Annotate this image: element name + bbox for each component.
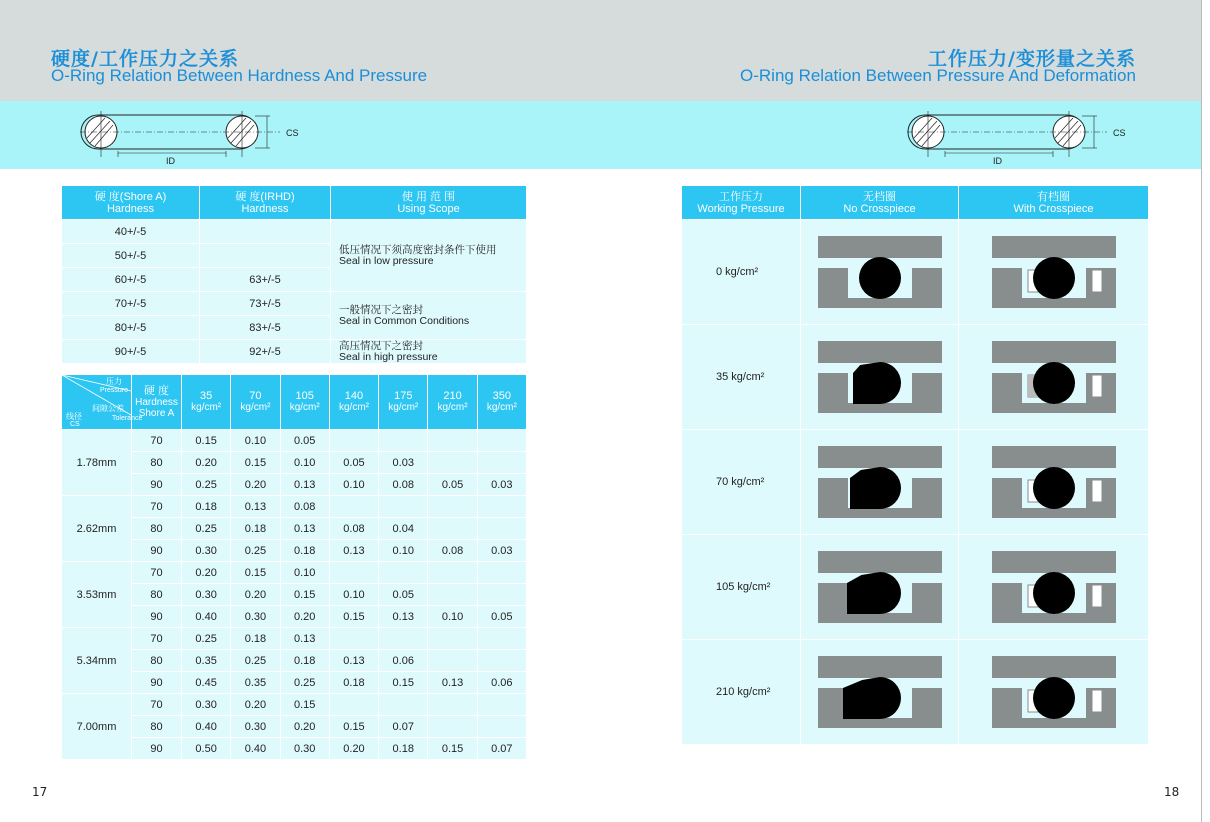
tolerance-cell: 0.05: [329, 452, 378, 474]
tolerance-cell: 0.30: [182, 694, 231, 716]
pressure-label: 210 kg/cm²: [682, 640, 801, 745]
groove-no-backup-ring-icon: [818, 236, 942, 308]
tolerance-cell: 0.13: [329, 540, 378, 562]
shore-value: 60+/-5: [62, 268, 200, 292]
tolerance-cell: [379, 430, 428, 452]
tolerance-cell: 0.20: [280, 606, 329, 628]
tolerance-cell: 0.20: [231, 584, 280, 606]
tolerance-cell: 0.05: [280, 430, 329, 452]
tolerance-cell: 0.18: [280, 540, 329, 562]
page-number-right: 18: [1164, 785, 1180, 799]
tolerance-cell: 0.06: [477, 672, 526, 694]
hardness-cell: 80: [132, 716, 182, 738]
tolerance-cell: [379, 694, 428, 716]
tolerance-cell: 0.13: [379, 606, 428, 628]
cs-cell: 7.00mm: [62, 694, 132, 760]
left-title-cn: 硬度/工作压力之关系: [51, 48, 239, 70]
scope-high: 高压情况下之密封 Seal in high pressure: [331, 340, 527, 364]
tolerance-cell: 0.35: [231, 672, 280, 694]
tolerance-cell: 0.20: [280, 716, 329, 738]
tolerance-cell: 0.15: [280, 584, 329, 606]
hardness-cell: 80: [132, 518, 182, 540]
no-crosspiece-cell: [801, 220, 959, 325]
tolerance-cell: 0.03: [477, 540, 526, 562]
page-edge: [1201, 0, 1210, 822]
tolerance-cell: 0.08: [379, 474, 428, 496]
tolerance-cell: [329, 694, 378, 716]
tolerance-cell: [428, 518, 477, 540]
cs-cell: 5.34mm: [62, 628, 132, 694]
table-row: [62, 628, 527, 650]
tolerance-cell: [428, 452, 477, 474]
tolerance-cell: 0.08: [329, 518, 378, 540]
tolerance-cell: [477, 430, 526, 452]
hardness-cell: 90: [132, 672, 182, 694]
tolerance-cell: 0.45: [182, 672, 231, 694]
table-row: [682, 220, 1149, 325]
irhd-value: [200, 244, 331, 268]
deformation-table: [681, 185, 1149, 745]
table-row: [62, 694, 527, 716]
tolerance-cell: 0.03: [379, 452, 428, 474]
hardness-cell: 70: [132, 496, 182, 518]
groove-no-backup-ring-icon: [818, 341, 942, 413]
cs-cell: 1.78mm: [62, 430, 132, 496]
tolerance-cell: 0.06: [379, 650, 428, 672]
hardness-cell: 80: [132, 650, 182, 672]
tolerance-cell: 0.15: [329, 716, 378, 738]
header-scope: 使 用 范 围 Using Scope: [331, 186, 527, 220]
tolerance-cell: 0.13: [280, 474, 329, 496]
tolerance-cell: 0.07: [477, 738, 526, 760]
tolerance-cell: 0.35: [182, 650, 231, 672]
hardness-cell: 90: [132, 540, 182, 562]
hardness-cell: 90: [132, 606, 182, 628]
page-number-left: 17: [32, 785, 48, 799]
groove-with-backup-ring-icon: [992, 236, 1116, 308]
tolerance-cell: 0.18: [379, 738, 428, 760]
irhd-value: 83+/-5: [200, 316, 331, 340]
tolerance-cell: [329, 628, 378, 650]
tolerance-cell: [428, 562, 477, 584]
tolerance-cell: 0.10: [379, 540, 428, 562]
tolerance-cell: 0.15: [182, 430, 231, 452]
hardness-cell: 80: [132, 452, 182, 474]
scope-low: 低压情况下须高度密封条件下使用 Seal in low pressure: [331, 220, 527, 292]
table-row: [682, 325, 1149, 430]
table-row: [62, 292, 527, 316]
tolerance-cell: 0.15: [231, 452, 280, 474]
right-cs-label: CS: [1113, 128, 1126, 138]
table-row: [62, 474, 527, 496]
tolerance-cell: 0.20: [231, 474, 280, 496]
tolerance-cell: [428, 628, 477, 650]
table-row: [62, 584, 527, 606]
tolerance-cell: 0.18: [231, 628, 280, 650]
tolerance-cell: [477, 562, 526, 584]
irhd-value: 63+/-5: [200, 268, 331, 292]
tolerance-cell: 0.13: [231, 496, 280, 518]
tolerance-cell: 0.10: [280, 452, 329, 474]
tolerance-cell: 0.20: [329, 738, 378, 760]
header-pressure-105: 105 kg/cm²: [280, 375, 329, 430]
cs-cell: 3.53mm: [62, 562, 132, 628]
clearance-table: [61, 374, 527, 760]
right-oring-diagram: [897, 105, 1137, 167]
tolerance-cell: 0.25: [280, 672, 329, 694]
left-cs-label: CS: [286, 128, 299, 138]
hardness-cell: 70: [132, 430, 182, 452]
tolerance-cell: 0.13: [280, 628, 329, 650]
tolerance-cell: [428, 584, 477, 606]
table-row: [62, 738, 527, 760]
tolerance-cell: 0.18: [182, 496, 231, 518]
tolerance-cell: 0.13: [428, 672, 477, 694]
tolerance-cell: 0.08: [280, 496, 329, 518]
tolerance-cell: 0.08: [428, 540, 477, 562]
tolerance-cell: 0.30: [231, 606, 280, 628]
groove-no-backup-ring-icon: [818, 446, 942, 518]
tolerance-cell: [329, 496, 378, 518]
table-row: [62, 430, 527, 452]
header-no-crosspiece: 无档圈 No Crosspiece: [801, 186, 959, 220]
tolerance-cell: 0.15: [329, 606, 378, 628]
header-with-crosspiece: 有档圈 With Crosspiece: [959, 186, 1149, 220]
shore-value: 50+/-5: [62, 244, 200, 268]
tolerance-cell: 0.25: [231, 540, 280, 562]
hardness-scope-table: [61, 185, 527, 364]
irhd-value: 73+/-5: [200, 292, 331, 316]
tolerance-cell: 0.10: [428, 606, 477, 628]
groove-no-backup-ring-icon: [818, 551, 942, 623]
tolerance-cell: [477, 694, 526, 716]
tolerance-cell: [477, 716, 526, 738]
header-irhd: 硬 度(IRHD) Hardness: [200, 186, 331, 220]
pressure-label: 105 kg/cm²: [682, 535, 801, 640]
with-crosspiece-cell: [959, 430, 1149, 535]
tolerance-cell: [477, 452, 526, 474]
tolerance-cell: 0.50: [182, 738, 231, 760]
tolerance-cell: 0.25: [182, 474, 231, 496]
left-title-en: O-Ring Relation Between Hardness And Pressure: [51, 66, 428, 85]
header-working-pressure: 工作压力 Working Pressure: [682, 186, 801, 220]
no-crosspiece-cell: [801, 640, 959, 745]
tolerance-cell: 0.25: [231, 650, 280, 672]
hardness-cell: 70: [132, 562, 182, 584]
irhd-value: 92+/-5: [200, 340, 331, 364]
clearance-body: [62, 430, 527, 760]
tolerance-cell: 0.15: [379, 672, 428, 694]
table-row: [62, 518, 527, 540]
shore-value: 70+/-5: [62, 292, 200, 316]
irhd-value: [200, 220, 331, 244]
tolerance-cell: 0.04: [379, 518, 428, 540]
left-id-label: ID: [166, 156, 175, 166]
with-crosspiece-cell: [959, 325, 1149, 430]
tolerance-cell: 0.25: [182, 518, 231, 540]
tolerance-cell: [379, 562, 428, 584]
tolerance-cell: 0.15: [428, 738, 477, 760]
tolerance-cell: [477, 496, 526, 518]
tolerance-cell: 0.03: [477, 474, 526, 496]
pressure-label: 70 kg/cm²: [682, 430, 801, 535]
tolerance-cell: [329, 562, 378, 584]
tolerance-cell: 0.40: [231, 738, 280, 760]
tolerance-cell: 0.20: [231, 694, 280, 716]
header-pressure-140: 140 kg/cm²: [329, 375, 378, 430]
tolerance-cell: 0.40: [182, 606, 231, 628]
tolerance-cell: 0.20: [182, 562, 231, 584]
hardness-cell: 70: [132, 694, 182, 716]
tolerance-cell: 0.30: [182, 584, 231, 606]
table-row: [682, 640, 1149, 745]
table-row: [62, 672, 527, 694]
tolerance-cell: [477, 628, 526, 650]
header-pressure-70: 70 kg/cm²: [231, 375, 280, 430]
table-row: [62, 650, 527, 672]
pressure-label: 35 kg/cm²: [682, 325, 801, 430]
tolerance-cell: 0.30: [280, 738, 329, 760]
groove-with-backup-ring-icon: [992, 656, 1116, 728]
tolerance-cell: [428, 716, 477, 738]
table-row: [62, 562, 527, 584]
tolerance-cell: 0.05: [477, 606, 526, 628]
header-pressure-175: 175 kg/cm²: [379, 375, 428, 430]
groove-no-backup-ring-icon: [818, 656, 942, 728]
groove-with-backup-ring-icon: [992, 341, 1116, 413]
right-id-label: ID: [993, 156, 1002, 166]
tolerance-cell: 0.18: [231, 518, 280, 540]
tolerance-cell: 0.13: [329, 650, 378, 672]
tolerance-cell: [477, 584, 526, 606]
tolerance-cell: 0.05: [428, 474, 477, 496]
tolerance-cell: 0.18: [280, 650, 329, 672]
table-row: [62, 452, 527, 474]
table-row: [682, 430, 1149, 535]
header-pressure-210: 210 kg/cm²: [428, 375, 477, 430]
tolerance-cell: [477, 518, 526, 540]
no-crosspiece-cell: [801, 325, 959, 430]
tolerance-cell: [428, 430, 477, 452]
tolerance-cell: 0.20: [182, 452, 231, 474]
tolerance-cell: [428, 496, 477, 518]
with-crosspiece-cell: [959, 220, 1149, 325]
hardness-cell: 90: [132, 474, 182, 496]
tolerance-cell: 0.05: [379, 584, 428, 606]
deformation-body: [682, 220, 1149, 745]
scope-common: 一般情况下之密封 Seal in Common Conditions: [331, 292, 527, 340]
tolerance-cell: [477, 650, 526, 672]
right-title-cn: 工作压力/变形量之关系: [928, 48, 1136, 70]
tolerance-cell: 0.15: [231, 562, 280, 584]
tolerance-cell: [379, 496, 428, 518]
cs-cell: 2.62mm: [62, 496, 132, 562]
shore-value: 80+/-5: [62, 316, 200, 340]
hardness-cell: 80: [132, 584, 182, 606]
tolerance-cell: 0.10: [231, 430, 280, 452]
shore-value: 90+/-5: [62, 340, 200, 364]
header-pressure-35: 35 kg/cm²: [182, 375, 231, 430]
left-oring-diagram: [70, 105, 310, 167]
table-row: [62, 496, 527, 518]
no-crosspiece-cell: [801, 535, 959, 640]
with-crosspiece-cell: [959, 640, 1149, 745]
tolerance-cell: 0.10: [329, 474, 378, 496]
corner-header: 压力 Pressure 间隙公差 Tolerance 线径 CS: [62, 375, 132, 430]
tolerance-cell: [379, 628, 428, 650]
table-row: [62, 220, 527, 244]
header-hardness: 硬 度 Hardness Shore A: [132, 375, 182, 430]
table-row: [682, 535, 1149, 640]
shore-value: 40+/-5: [62, 220, 200, 244]
no-crosspiece-cell: [801, 430, 959, 535]
tolerance-cell: 0.10: [280, 562, 329, 584]
header-pressure-350: 350 kg/cm²: [477, 375, 526, 430]
tolerance-cell: 0.18: [329, 672, 378, 694]
with-crosspiece-cell: [959, 535, 1149, 640]
header-shore: 硬 度(Shore A) Hardness: [62, 186, 200, 220]
table-row: [62, 540, 527, 562]
groove-with-backup-ring-icon: [992, 551, 1116, 623]
right-title-en: O-Ring Relation Between Pressure And Deformation: [740, 66, 1136, 85]
hardness-cell: 70: [132, 628, 182, 650]
pressure-label: 0 kg/cm²: [682, 220, 801, 325]
tolerance-cell: 0.07: [379, 716, 428, 738]
table-row: [62, 716, 527, 738]
tolerance-cell: [428, 650, 477, 672]
tolerance-cell: 0.30: [182, 540, 231, 562]
table-row: [62, 606, 527, 628]
table-row: [62, 340, 527, 364]
tolerance-cell: 0.15: [280, 694, 329, 716]
groove-with-backup-ring-icon: [992, 446, 1116, 518]
tolerance-cell: 0.25: [182, 628, 231, 650]
hardness-cell: 90: [132, 738, 182, 760]
tolerance-cell: 0.10: [329, 584, 378, 606]
tolerance-cell: 0.30: [231, 716, 280, 738]
tolerance-cell: [329, 430, 378, 452]
tolerance-cell: [428, 694, 477, 716]
tolerance-cell: 0.40: [182, 716, 231, 738]
tolerance-cell: 0.13: [280, 518, 329, 540]
